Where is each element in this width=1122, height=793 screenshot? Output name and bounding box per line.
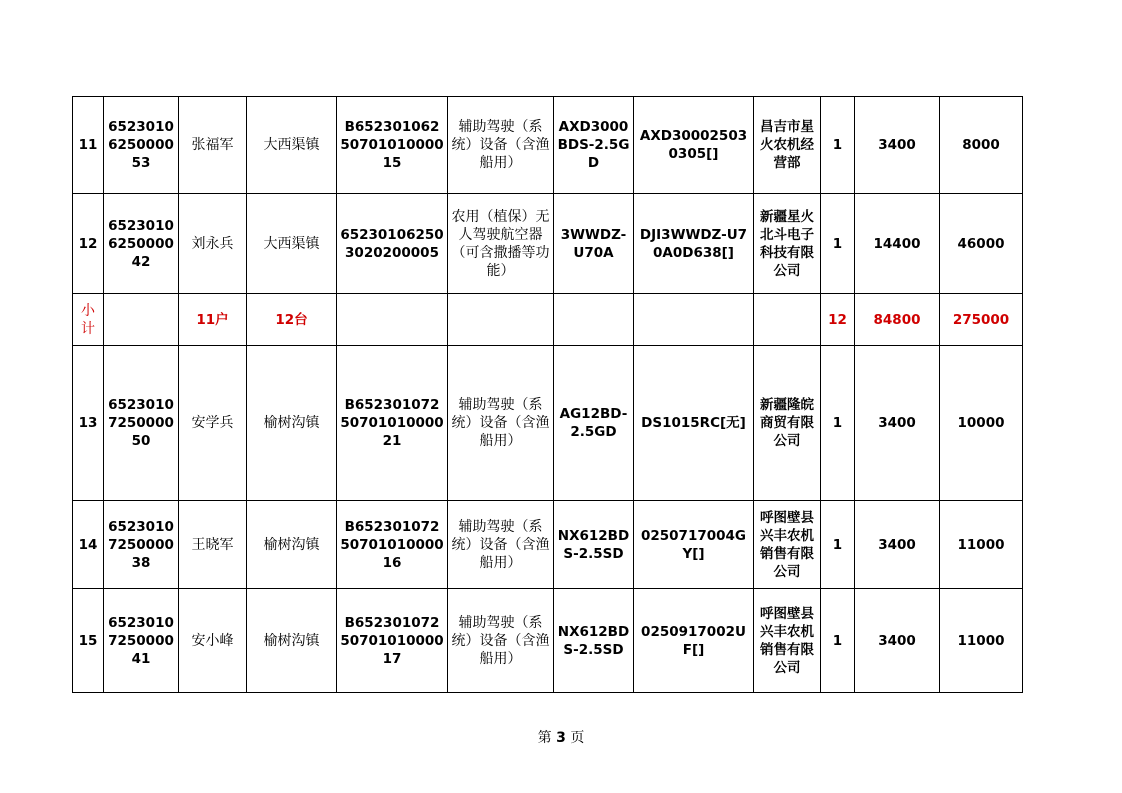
empty-cell xyxy=(104,294,179,346)
seller: 呼图壁县兴丰农机销售有限公司 xyxy=(754,589,821,693)
seller: 新疆星火北斗电子科技有限公司 xyxy=(754,194,821,294)
seller: 新疆隆皖商贸有限公司 xyxy=(754,346,821,501)
page-footer xyxy=(0,727,1122,747)
sale-price: 11000 xyxy=(940,589,1023,693)
table-row xyxy=(73,589,1023,693)
sale-price: 10000 xyxy=(940,346,1023,501)
subsidy-amount: 14400 xyxy=(855,194,940,294)
row-number: 14 xyxy=(73,501,104,589)
quantity: 1 xyxy=(821,346,855,501)
machine-code: B6523010625070101000015 xyxy=(337,97,448,194)
subtotal-quantity: 12 xyxy=(821,294,855,346)
town: 榆树沟镇 xyxy=(247,346,337,501)
farmer-id: 6523010725000038 xyxy=(104,501,179,589)
table-row xyxy=(73,194,1023,294)
table-row xyxy=(73,346,1023,501)
row-number: 13 xyxy=(73,346,104,501)
machine-category: 农用（植保）无人驾驶航空器（可含撒播等功能） xyxy=(448,194,554,294)
table-row xyxy=(73,97,1023,194)
quantity: 1 xyxy=(821,501,855,589)
farmer-name: 刘永兵 xyxy=(179,194,247,294)
subtotal-subsidy: 84800 xyxy=(855,294,940,346)
row-number: 11 xyxy=(73,97,104,194)
machine-model: NX612BDS-2.5SD xyxy=(554,501,634,589)
machine-code: B6523010725070101000021 xyxy=(337,346,448,501)
seller: 昌吉市星火农机经营部 xyxy=(754,97,821,194)
serial-number: AXD300025030305[] xyxy=(634,97,754,194)
subsidy-amount: 3400 xyxy=(855,346,940,501)
row-number: 12 xyxy=(73,194,104,294)
town: 大西渠镇 xyxy=(247,194,337,294)
subtotal-price: 275000 xyxy=(940,294,1023,346)
machine-model: AXD3000BDS-2.5GD xyxy=(554,97,634,194)
page-suffix: 页 xyxy=(570,730,585,746)
quantity: 1 xyxy=(821,194,855,294)
empty-cell xyxy=(634,294,754,346)
empty-cell xyxy=(754,294,821,346)
town: 榆树沟镇 xyxy=(247,501,337,589)
subsidy-amount: 3400 xyxy=(855,501,940,589)
subtotal-row xyxy=(73,294,1023,346)
farmer-name: 安小峰 xyxy=(179,589,247,693)
machine-category: 辅助驾驶（系统）设备（含渔船用） xyxy=(448,97,554,194)
farmer-name: 安学兵 xyxy=(179,346,247,501)
farmer-id: 6523010725000041 xyxy=(104,589,179,693)
subsidy-table xyxy=(72,96,1023,693)
serial-number: DJI3WWDZ-U70A0D638[] xyxy=(634,194,754,294)
machine-model: AG12BD-2.5GD xyxy=(554,346,634,501)
row-number: 15 xyxy=(73,589,104,693)
serial-number: 0250717004GY[] xyxy=(634,501,754,589)
page-number: 3 xyxy=(556,730,566,746)
page-prefix: 第 xyxy=(537,730,552,746)
sale-price: 46000 xyxy=(940,194,1023,294)
town: 榆树沟镇 xyxy=(247,589,337,693)
sale-price: 8000 xyxy=(940,97,1023,194)
empty-cell xyxy=(554,294,634,346)
machine-code: 652301062503020200005 xyxy=(337,194,448,294)
quantity: 1 xyxy=(821,589,855,693)
sale-price: 11000 xyxy=(940,501,1023,589)
subtotal-label: 小计 xyxy=(73,294,104,346)
machine-category: 辅助驾驶（系统）设备（含渔船用） xyxy=(448,346,554,501)
machine-category: 辅助驾驶（系统）设备（含渔船用） xyxy=(448,589,554,693)
serial-number: DS1015RC[无] xyxy=(634,346,754,501)
serial-number: 0250917002UF[] xyxy=(634,589,754,693)
table-body xyxy=(73,97,1023,693)
machine-category: 辅助驾驶（系统）设备（含渔船用） xyxy=(448,501,554,589)
table-row xyxy=(73,501,1023,589)
machine-model: NX612BDS-2.5SD xyxy=(554,589,634,693)
machine-model: 3WWDZ-U70A xyxy=(554,194,634,294)
machine-code: B6523010725070101000017 xyxy=(337,589,448,693)
subtotal-units: 12台 xyxy=(247,294,337,346)
farmer-id: 6523010625000053 xyxy=(104,97,179,194)
subtotal-households: 11户 xyxy=(179,294,247,346)
quantity: 1 xyxy=(821,97,855,194)
farmer-id: 6523010625000042 xyxy=(104,194,179,294)
empty-cell xyxy=(448,294,554,346)
subsidy-amount: 3400 xyxy=(855,97,940,194)
subsidy-amount: 3400 xyxy=(855,589,940,693)
farmer-id: 6523010725000050 xyxy=(104,346,179,501)
machine-code: B6523010725070101000016 xyxy=(337,501,448,589)
seller: 呼图壁县兴丰农机销售有限公司 xyxy=(754,501,821,589)
empty-cell xyxy=(337,294,448,346)
farmer-name: 王晓军 xyxy=(179,501,247,589)
town: 大西渠镇 xyxy=(247,97,337,194)
farmer-name: 张福军 xyxy=(179,97,247,194)
